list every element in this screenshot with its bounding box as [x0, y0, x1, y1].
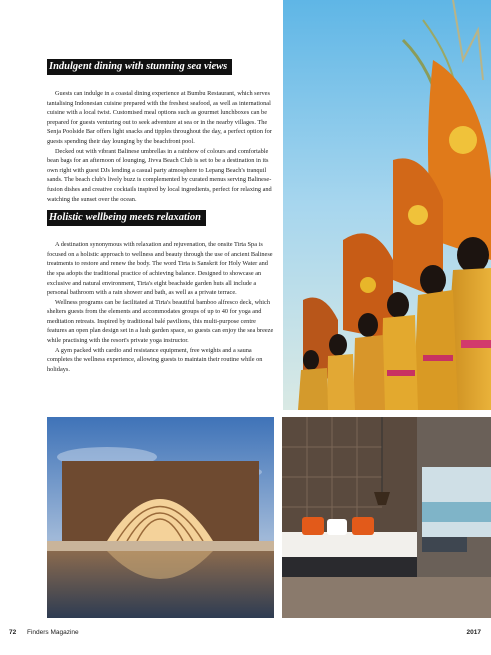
section-heading-wellbeing: Holistic wellbeing meets relaxation	[47, 210, 206, 226]
paragraph: A gym packed with cardio and resistance equipment, free weights and a sauna completes the wellness experience, allowing guests to maintain their routine while on holidays.	[47, 346, 263, 373]
page-number: 72	[9, 629, 17, 636]
pavilion-photo	[47, 417, 274, 618]
paragraph: Wellness programs can be facilitated at Tirta's beautiful bamboo alfresco deck, which shelters guests from the elements and accommodates groups of up to 40 for yoga and meditation retreats. Inspired by traditional balé pavilions, this multi-purpose centre features an open plan design set in a lush garden space, so guests can enjoy the sea breeze while practising with the resort's private yoga instructor.	[47, 298, 274, 345]
page-footer	[0, 627, 491, 641]
magazine-name: Finders Magazine	[27, 629, 79, 636]
bedroom-photo	[282, 417, 491, 618]
procession-photo	[283, 0, 491, 410]
section-heading-dining: Indulgent dining with stunning sea views	[47, 59, 232, 75]
paragraph: A destination synonymous with relaxation and rejuvenation, the onsite Tirta Spa is focused on a holistic approach to wellness and beauty through the use of ancient Balinese treatments to restore and renew the body. The word Tirta is Sanskrit for Holy Water and the spa adopts the traditional practice of achieving balance. Designed to showcase an exclusive and natural environment, Tirta's eight beachside garden huts all include a personal bathroom with a rain shower and bath, as well as a private terrace.	[47, 241, 273, 297]
issue-year: 2017	[466, 629, 481, 636]
paragraph: Guests can indulge in a coastal dining experience at Bumbu Restaurant, which serves tantalising Indonesian cuisine prepared with the freshest seafood, as well as international cuisine with a local twist. Customised meal options such as gourmet lunchboxes can be prepared for guests venturing out to seek adventure at sea or in the nearby villages. The Senja Poolside Bar offers light snacks and tipples throughout the day, a perfect option for guests spending their day lounging by the beachfront pool.	[47, 90, 272, 145]
paragraph: Decked out with vibrant Balinese umbrellas in a rainbow of colours and comfortable bean bags for an afternoon of lounging, Jivva Beach Club is set to be a destination in its own right with guest DJs lending a casual party atmosphere to Lepang Beach's tranquil sands. The beach club's lively buzz is complemented by curated menus serving Balinese-fusion dishes and creative cocktails inspired by local ingredients, perfect for relaxing and watching the sunset over the ocean.	[47, 147, 272, 203]
article-text-column	[47, 54, 277, 374]
